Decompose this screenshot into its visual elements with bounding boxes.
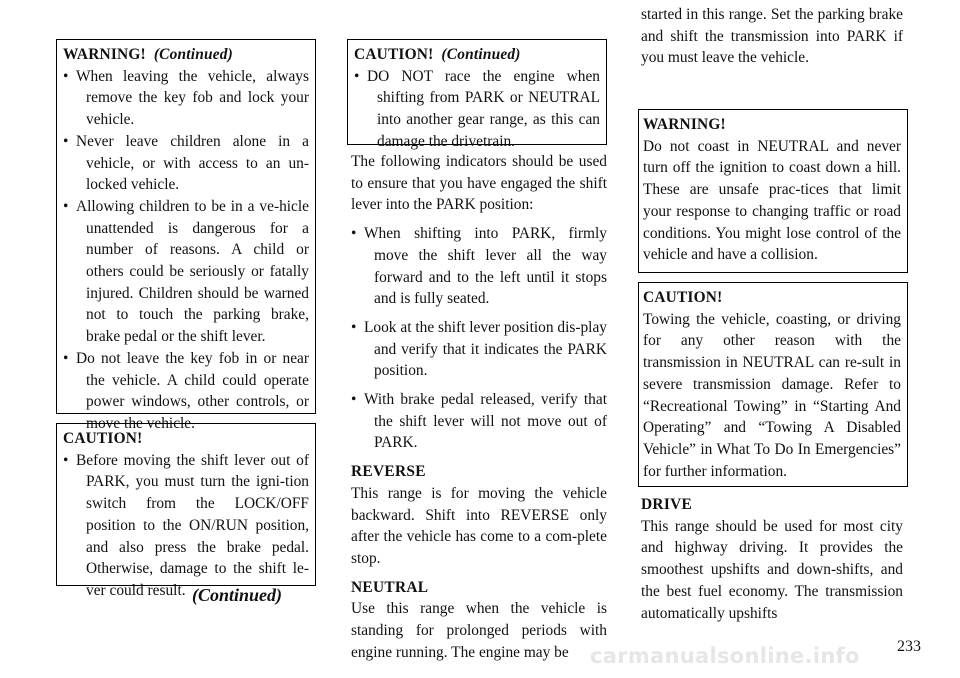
intro-paragraph: The following indicators should be used to ensure that you have engaged the shift lever into the PARK position: bbox=[351, 153, 607, 214]
caution-text: Towing the vehicle, coasting, or driving for any other reason with the transmission in NEUTRAL can re-sult in severe transmission damage. Refer to “Recreational Towing” in “Starting And Operating” and “Towing A Disabled Vehicle” in What To Do In Emergencies” for further information. bbox=[643, 310, 901, 480]
continued-paragraph: started in this range. Set the parking brake and shift the transmission into PARK if you must leave the vehicle. bbox=[641, 6, 903, 67]
caution-heading: CAUTION! bbox=[63, 430, 143, 447]
reverse-paragraph: This range is for moving the vehicle backward. Shift into REVERSE only after the vehicle has come to a com-plete stop. bbox=[351, 484, 607, 567]
caution-list bbox=[63, 450, 309, 602]
warning-box bbox=[638, 109, 908, 273]
list-item: • Look at the shift lever position dis-play and verify that it indicates the PARK position. bbox=[351, 317, 607, 382]
indicator-list bbox=[351, 223, 607, 454]
drive-heading: DRIVE bbox=[641, 496, 693, 513]
continued-footer: (Continued) bbox=[192, 585, 283, 605]
caution-list bbox=[354, 66, 600, 153]
drive-section bbox=[641, 494, 903, 624]
warning-heading: WARNING! bbox=[643, 116, 726, 133]
continued-label: (Continued) bbox=[441, 46, 521, 63]
caution-heading: CAUTION! bbox=[643, 289, 723, 306]
list-item: • Before moving the shift lever out of PARK, you must turn the igni-tion switch from the LOCK/OFF position to the ON/RUN position, and also press the brake pedal. Otherwise, damage to the shift le-ver could result. bbox=[63, 450, 309, 602]
warning-heading: WARNING! (Continued) bbox=[63, 46, 233, 63]
continued-label: (Continued) bbox=[153, 46, 233, 63]
list-item: • Allowing children to be in a ve-hicle unattended is dangerous for a number of reasons. A child or others could be seriously or fatally injured. Children should be warned not to touch the parking brake, brake pedal or the shift lever. bbox=[63, 196, 309, 348]
park-indicators-section bbox=[351, 151, 607, 663]
list-item: • Never leave children alone in a vehicle, or with access to an un-locked vehicle. bbox=[63, 131, 309, 196]
drive-paragraph: This range should be used for most city and highway driving. It provides the smoothest upshifts and down-shifts, and the best fuel economy. The transmission automatically upshifts bbox=[641, 517, 903, 622]
warning-list bbox=[63, 66, 309, 435]
page-number: 233 bbox=[897, 638, 921, 655]
warning-box-continued bbox=[56, 39, 316, 432]
neutral-heading: NEUTRAL bbox=[351, 578, 429, 596]
list-item: • DO NOT race the engine when shifting from PARK or NEUTRAL into another gear range, as this can damage the drivetrain. bbox=[354, 66, 600, 153]
warning-text: Do not coast in NEUTRAL and never turn off the ignition to coast down a hill. These are unsafe prac-tices that limit your response to changing traffic or road conditions. You might lose control of the vehicle and have a collision. bbox=[643, 137, 901, 264]
caution-heading: CAUTION! (Continued) bbox=[354, 46, 521, 63]
list-item: • With brake pedal released, verify that the shift lever will not move out of PARK. bbox=[351, 389, 607, 454]
list-item: • When leaving the vehicle, always remove the key fob and lock your vehicle. bbox=[63, 66, 309, 131]
neutral-continued-paragraph bbox=[641, 4, 903, 69]
list-item: • Do not leave the key fob in or near the vehicle. A child could operate power windows, other controls, or move the vehicle. bbox=[63, 348, 309, 435]
caution-box-continued bbox=[347, 39, 607, 150]
reverse-heading: REVERSE bbox=[351, 463, 426, 481]
watermark: carmanualsonline.info bbox=[590, 644, 860, 668]
neutral-paragraph: Use this range when the vehicle is standing for prolonged periods with engine running. The engine may be bbox=[351, 600, 607, 661]
caution-box bbox=[638, 282, 908, 487]
list-item: • When shifting into PARK, firmly move the shift lever all the way forward and to the left until it stops and is fully seated. bbox=[351, 223, 607, 310]
